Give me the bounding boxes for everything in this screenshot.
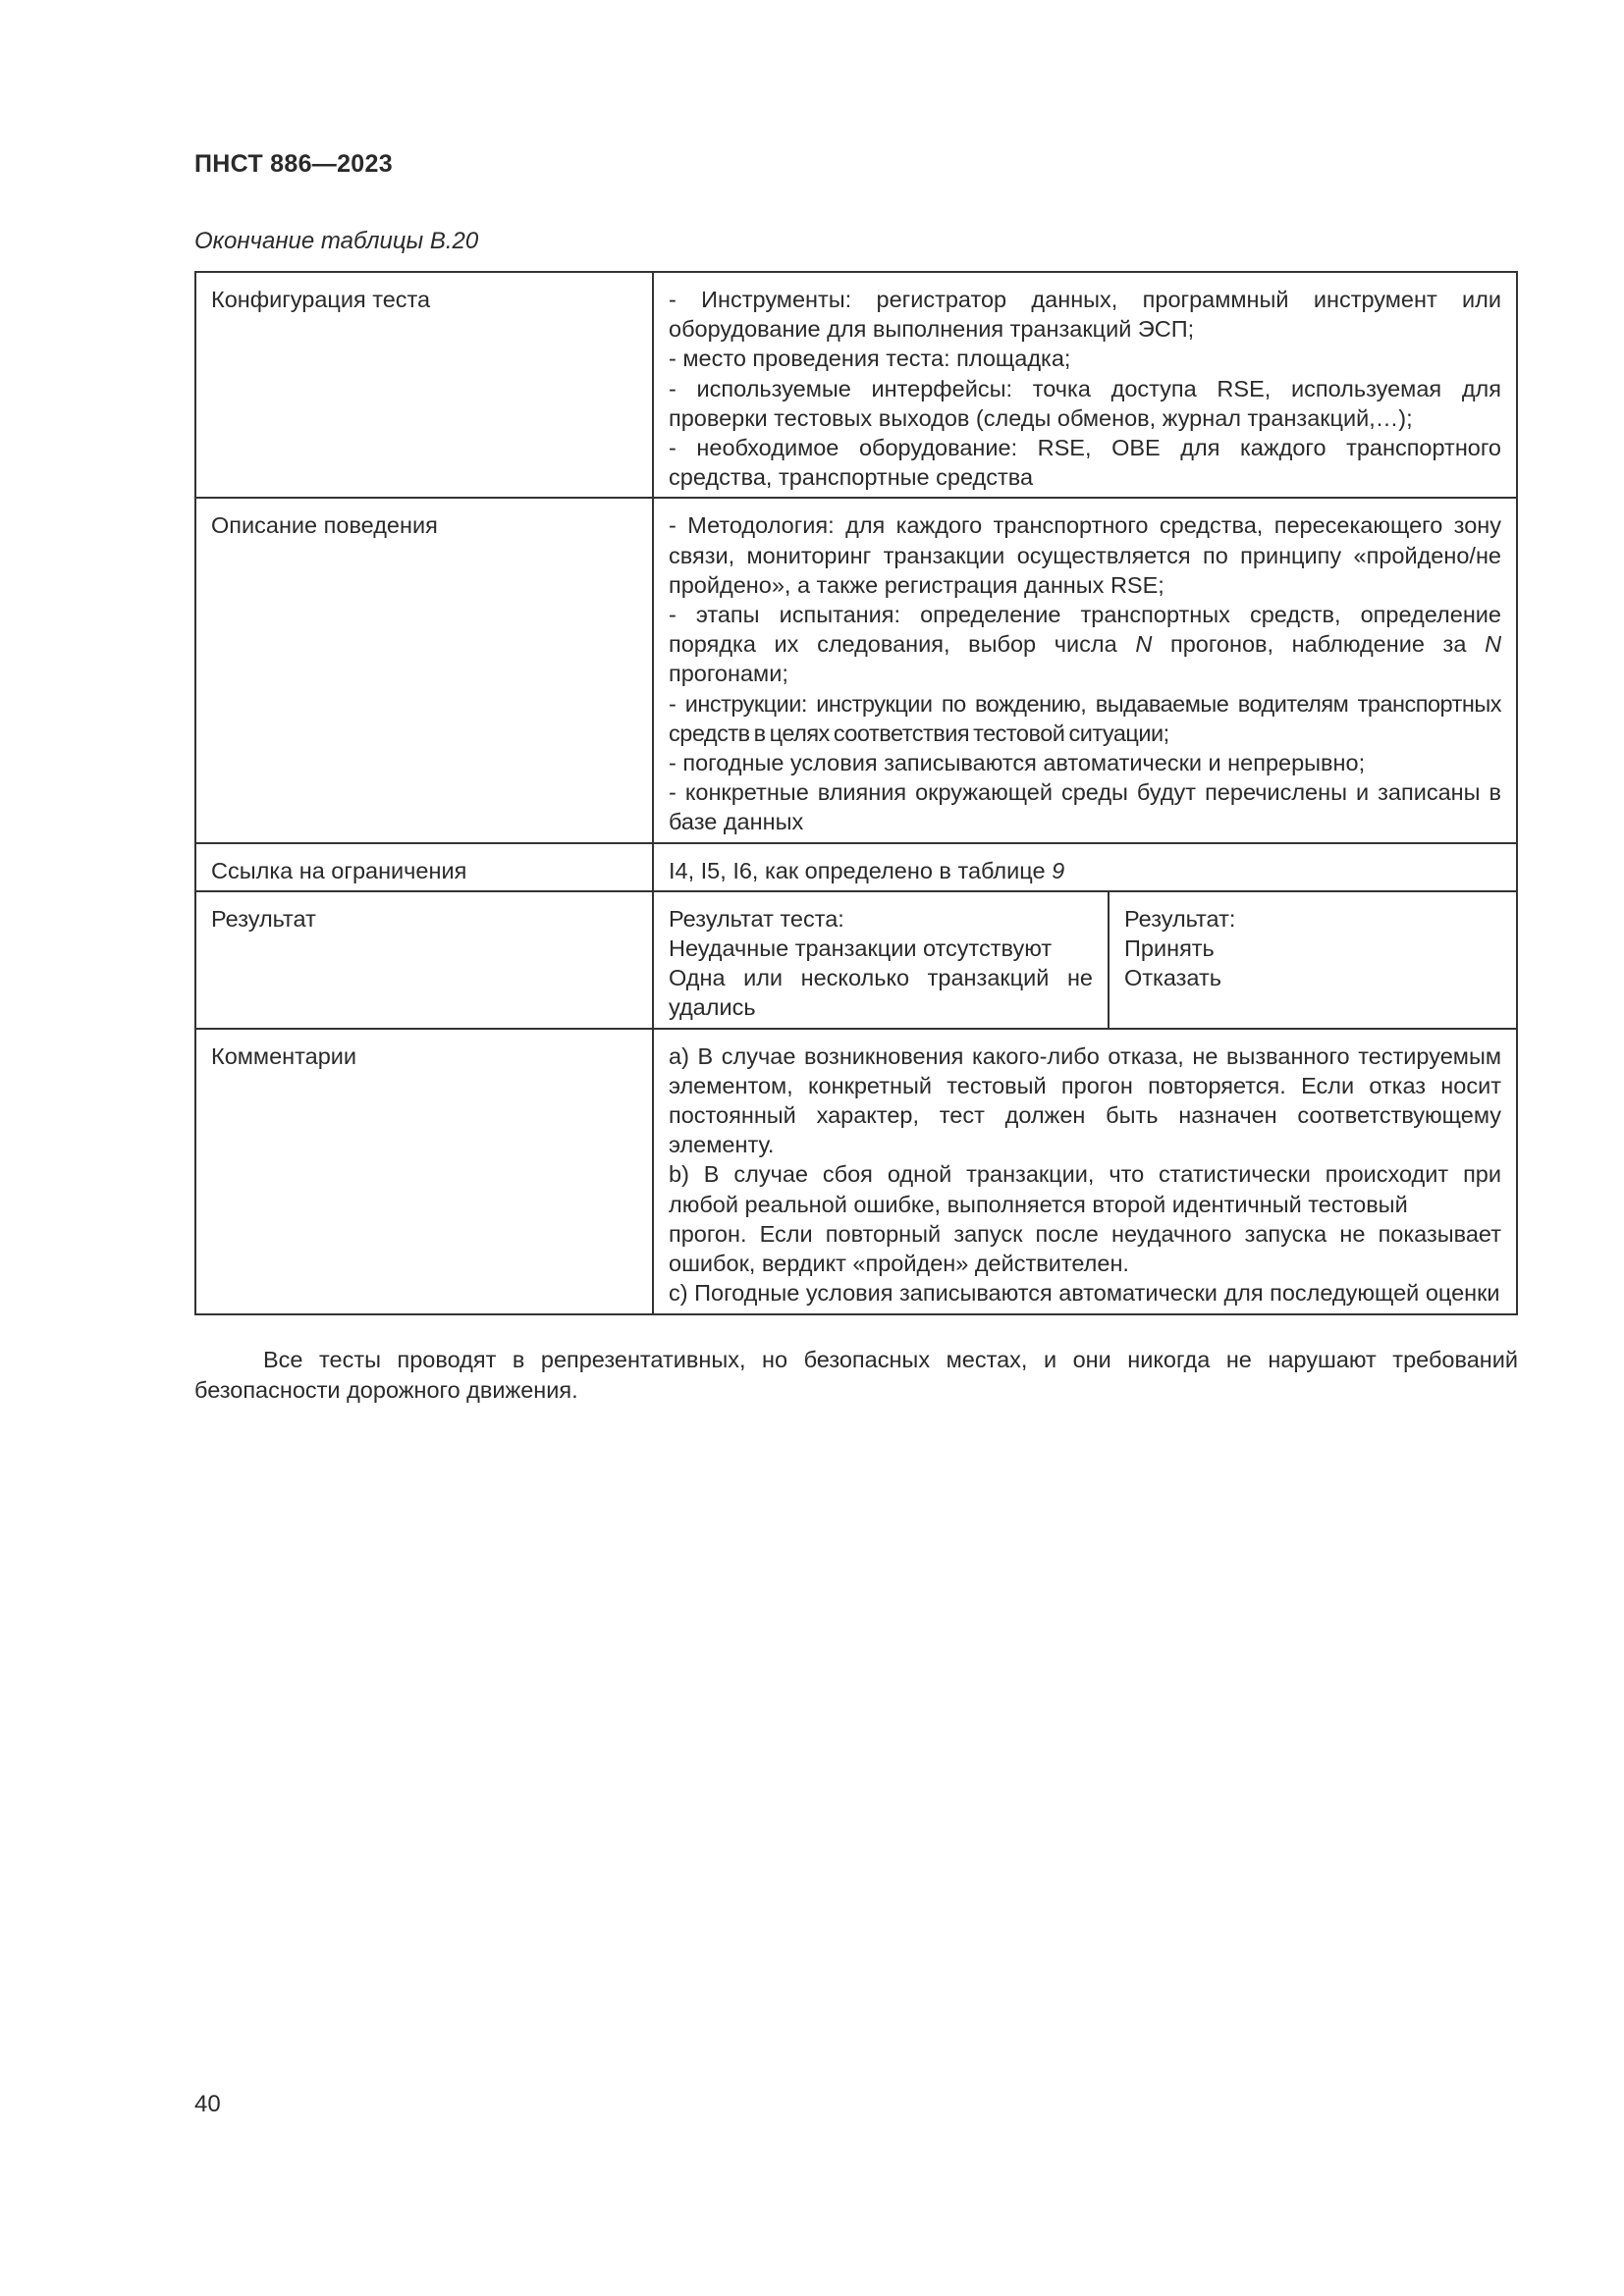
row-label: Ссылка на ограничения xyxy=(195,843,653,891)
content-text: прогонами; xyxy=(669,661,788,687)
content-line: b) В случае сбоя одной транзакции, что статистически происходит при любой реальной ошибке, выполняется второй идентичный тестовый xyxy=(669,1161,1501,1217)
row-content xyxy=(653,843,1517,891)
content-line: Неудачные транзакции отсутствуют xyxy=(669,935,1053,962)
row-content xyxy=(653,272,1517,498)
document-code: ПНСТ 886—2023 xyxy=(194,150,393,178)
test-result-cell xyxy=(654,892,1109,1028)
result-subtable xyxy=(654,892,1516,1028)
row-content xyxy=(653,498,1517,842)
variable-n: N xyxy=(1135,631,1153,658)
content-line: Одна или несколько транзакций не удались xyxy=(669,965,1093,1021)
row-content xyxy=(653,891,1517,1029)
table-reference: 9 xyxy=(1052,857,1065,883)
content-line: - Методология: для каждого транспортного средства, пересекающего зону связи, мониторинг транзакции осуществляется по принципу «пройдено/не пройдено», а также регистрация данных RSE; xyxy=(669,512,1501,598)
content-line: - инструкции: инструкции по вождению, выдаваемые водителям транспортных средств в целях соответствия тестовой ситуации; xyxy=(669,690,1501,746)
content-line: c) Погодные условия записываются автоматически для последующей оценки xyxy=(669,1280,1500,1307)
content-text: - этапы испытания: определение транспортных средств, определение порядка их следования, выбор числа xyxy=(669,602,1501,658)
table-row-behavior-description xyxy=(195,498,1517,842)
row-label: Комментарии xyxy=(195,1029,653,1314)
table-row-comments xyxy=(195,1029,1517,1314)
content-line: Результат теста: xyxy=(669,905,844,932)
row-label: Конфигурация теста xyxy=(195,272,653,498)
content-line: a) В случае возникновения какого-либо отказа, не вызванного тестируемым элементом, конкретный тестовый прогон повторяется. Если отказ носит постоянный характер, тест должен быть назначен соответствующему элементу. xyxy=(669,1042,1501,1158)
table-row-test-configuration xyxy=(195,272,1517,498)
table-caption: Окончание таблицы B.20 xyxy=(194,228,479,254)
table-row-result xyxy=(195,891,1517,1029)
content-line: - погодные условия записываются автоматически и непрерывно; xyxy=(669,750,1366,776)
specification-table xyxy=(194,271,1518,1315)
content-line: - конкретные влияния окружающей среды будут перечислены и записаны в базе данных xyxy=(669,779,1501,835)
variable-n: N xyxy=(1485,631,1502,658)
content-text: прогонов, наблюдение за xyxy=(1169,631,1467,658)
content-text: I4, I5, I6, как определено в таблице xyxy=(669,857,1046,883)
content-line: - необходимое оборудование: RSE, OBE для каждого транспортного средства, транспортные средства xyxy=(669,435,1501,491)
row-label: Результат xyxy=(195,891,653,1029)
row-content xyxy=(653,1029,1517,1314)
row-label: Описание поведения xyxy=(195,498,653,842)
content-line: - Инструменты: регистратор данных, программный инструмент или оборудование для выполнения транзакций ЭСП; xyxy=(669,287,1501,343)
verdict-cell xyxy=(1109,892,1516,1028)
content-line xyxy=(669,600,1501,689)
content-line: прогон. Если повторный запуск после неудачного запуска не показывает ошибок, вердикт «пройден» действителен. xyxy=(669,1220,1501,1277)
body-paragraph: Все тесты проводят в репрезентативных, но безопасных местах, и они никогда не нарушают требований безопасности дорожного движения. xyxy=(194,1347,1518,1403)
content-line: - используемые интерфейсы: точка доступа RSE, используемая для проверки тестовых выходов (следы обменов, журнал транзакций,…); xyxy=(669,375,1501,431)
table-row-limitations-reference xyxy=(195,843,1517,891)
content-line: - место проведения теста: площадка; xyxy=(669,346,1071,372)
page-number: 40 xyxy=(194,2091,221,2117)
content-line: Отказать xyxy=(1124,965,1221,991)
content-line: Принять xyxy=(1124,935,1215,962)
content-line: Результат: xyxy=(1124,905,1236,932)
